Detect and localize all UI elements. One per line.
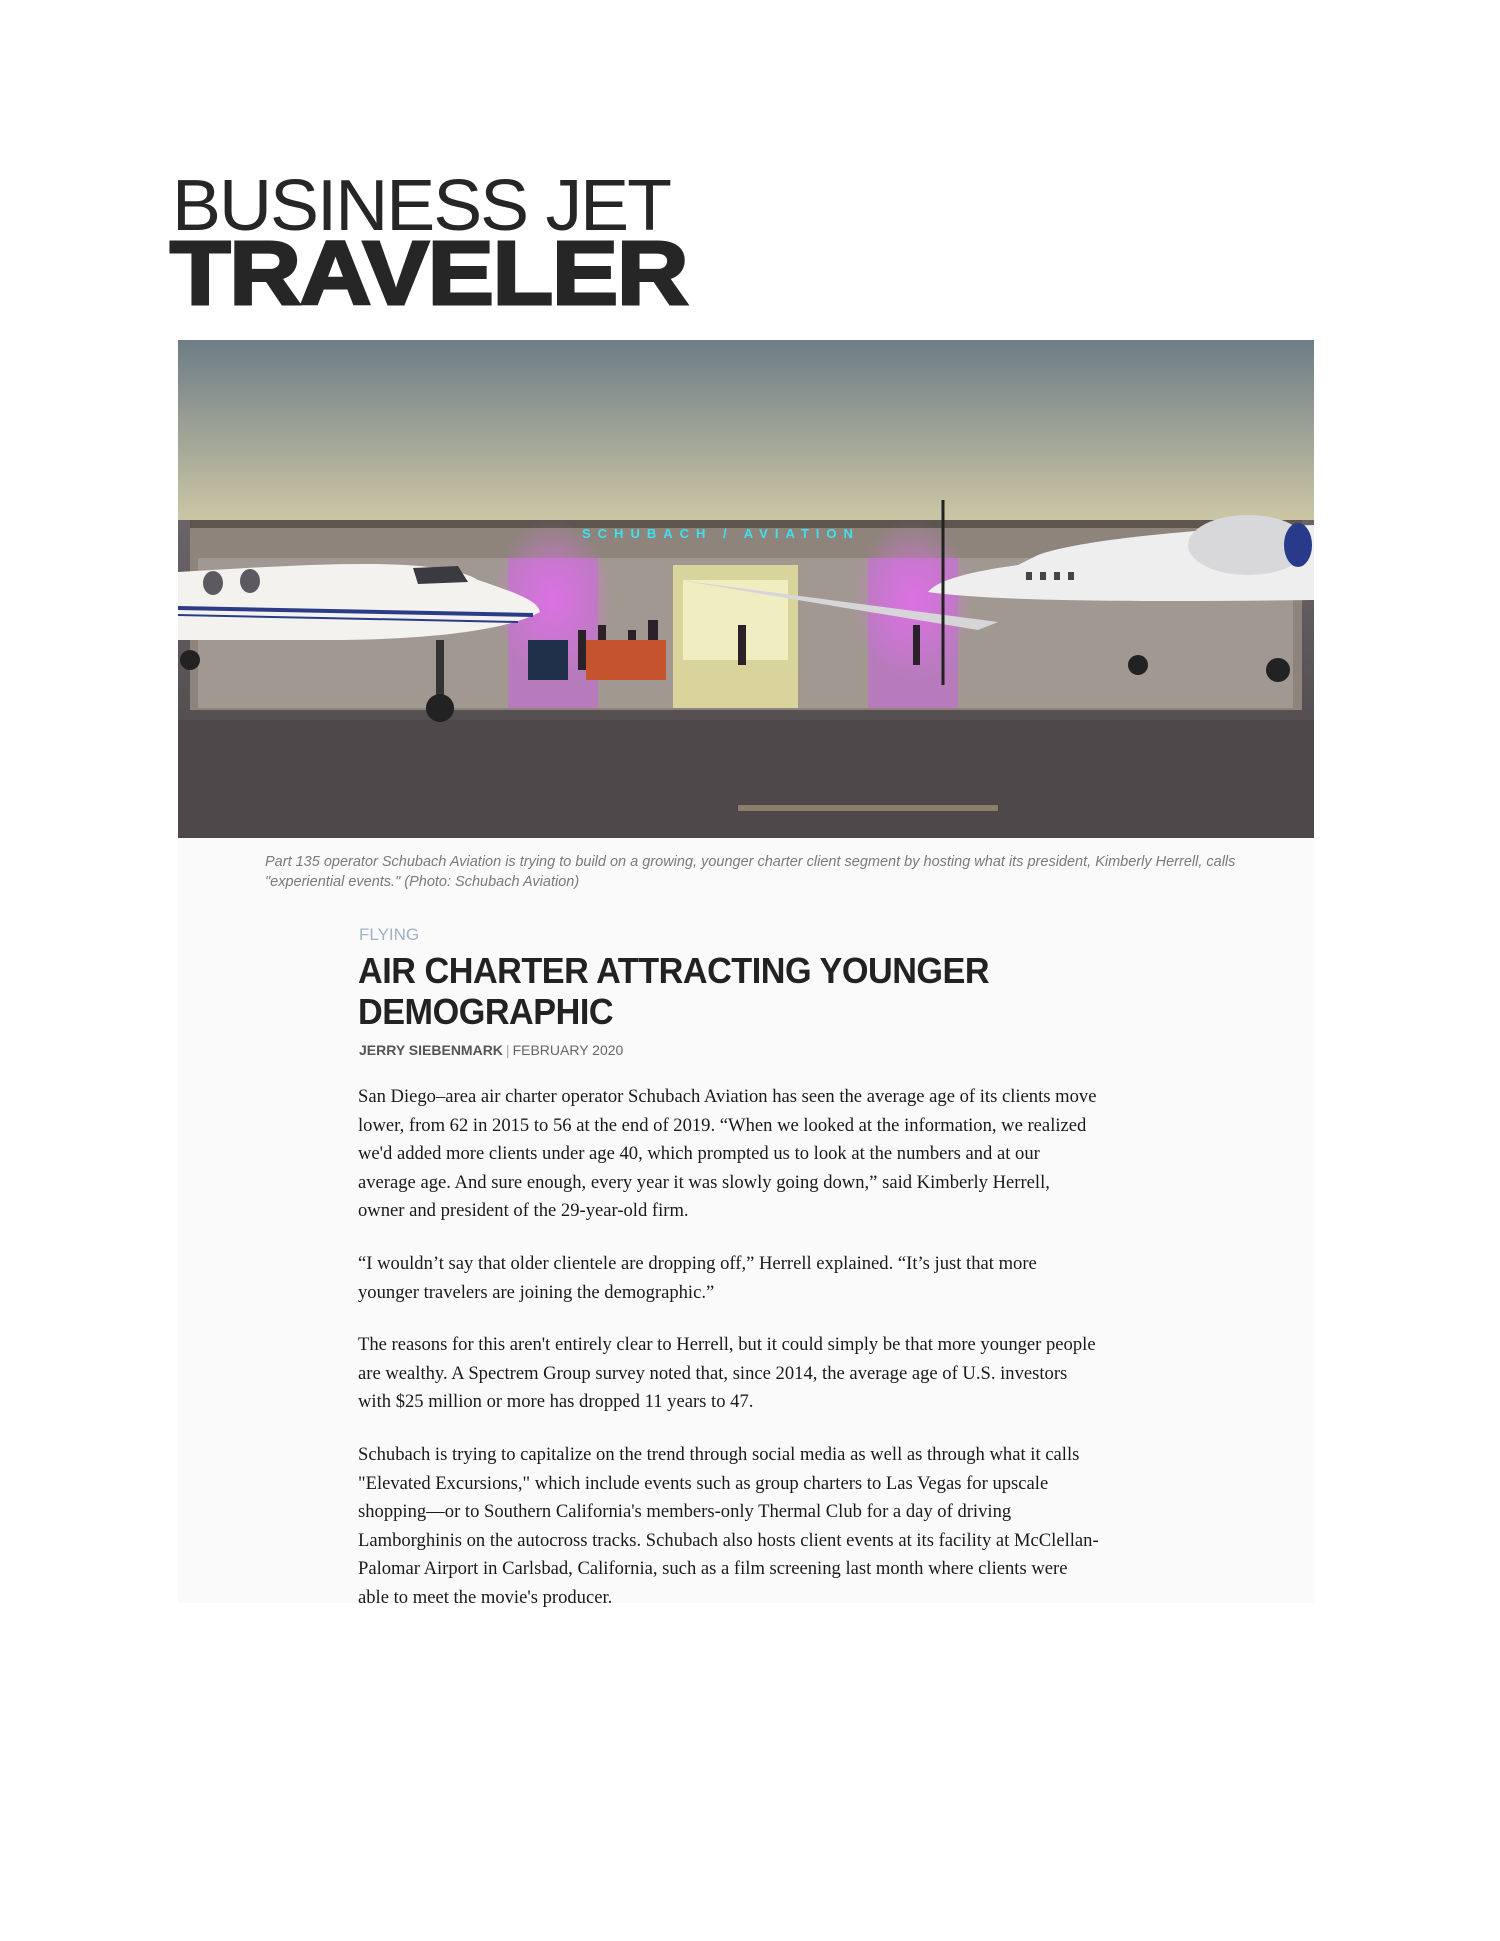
text-line: average age. And sure enough, every year it was slowly going down,” said Kimberly Herrell, [358,1171,1050,1193]
text-line: younger travelers are joining the demographic.” [358,1281,715,1303]
publish-date: FEBRUARY 2020 [512,1042,624,1058]
text-line: Palomar Airport in Carlsbad, California, such as a film screening last month where clients were [358,1558,1068,1580]
logo-line-2: TRAVELER [170,224,688,324]
paragraph [358,1250,1158,1307]
byline-separator: | [505,1042,510,1058]
paragraph [358,1083,1158,1226]
logo-line-1: BUSINESS JET [172,166,670,246]
caption-line: Part 135 operator Schubach Aviation is trying to build on a growing, younger charter client segment by hosting what its president, Kimberly Herrell, calls [265,854,1236,870]
author-link[interactable]: JERRY SIEBENMARK [359,1042,503,1058]
caption-line: "experiential events." (Photo: Schubach Aviation) [265,874,580,890]
text-line: lower, from 62 in 2015 to 56 at the end of 2019. “When we looked at the information, we realized [358,1114,1087,1136]
text-line: are wealthy. A Spectrem Group survey noted that, since 2014, the average age of U.S. investors [358,1362,1068,1384]
category-link[interactable]: FLYING [359,925,420,944]
text-line: San Diego–area air charter operator Schubach Aviation has seen the average age of its clients move [358,1086,1097,1107]
text-line: shopping—or to Southern California's members-only Thermal Club for a day of driving [358,1501,1012,1523]
text-line: owner and president of the 29-year-old firm. [358,1200,689,1222]
title-line: DEMOGRAPHIC [358,991,614,1032]
hangar-sign: SCHUBACH / AVIATION [582,526,860,541]
text-line: Lamborghinis on the autocross tracks. Schubach also hosts client events at its facility at McClellan- [358,1529,1099,1551]
text-line: "Elevated Excursions," which include events such as group charters to Las Vegas for upscale [358,1472,1049,1494]
article-title [358,950,989,1032]
byline [359,1041,623,1059]
text-line: able to meet the movie's producer. [358,1586,613,1608]
photo-caption [265,852,1285,892]
paragraph [358,1331,1158,1417]
text-line: with $25 million or more has dropped 11 years to 47. [358,1391,754,1413]
text-line: we'd added more clients under age 40, which prompted us to look at the numbers and at our [358,1143,1040,1165]
title-line: AIR CHARTER ATTRACTING YOUNGER [358,950,990,991]
text-line: Schubach is trying to capitalize on the trend through social media as well as through what it calls [358,1443,1080,1465]
article-body [358,1083,1158,1637]
publication-logo[interactable] [170,0,872,324]
text-line: The reasons for this aren't entirely clear to Herrell, but it could simply be that more younger people [358,1334,1096,1356]
article-hero-photo [178,340,1314,838]
hangar-event-image [178,340,1314,838]
text-line: “I wouldn’t say that older clientele are dropping off,” Herrell explained. “It’s just that more [358,1252,1037,1274]
paragraph [358,1441,1158,1613]
